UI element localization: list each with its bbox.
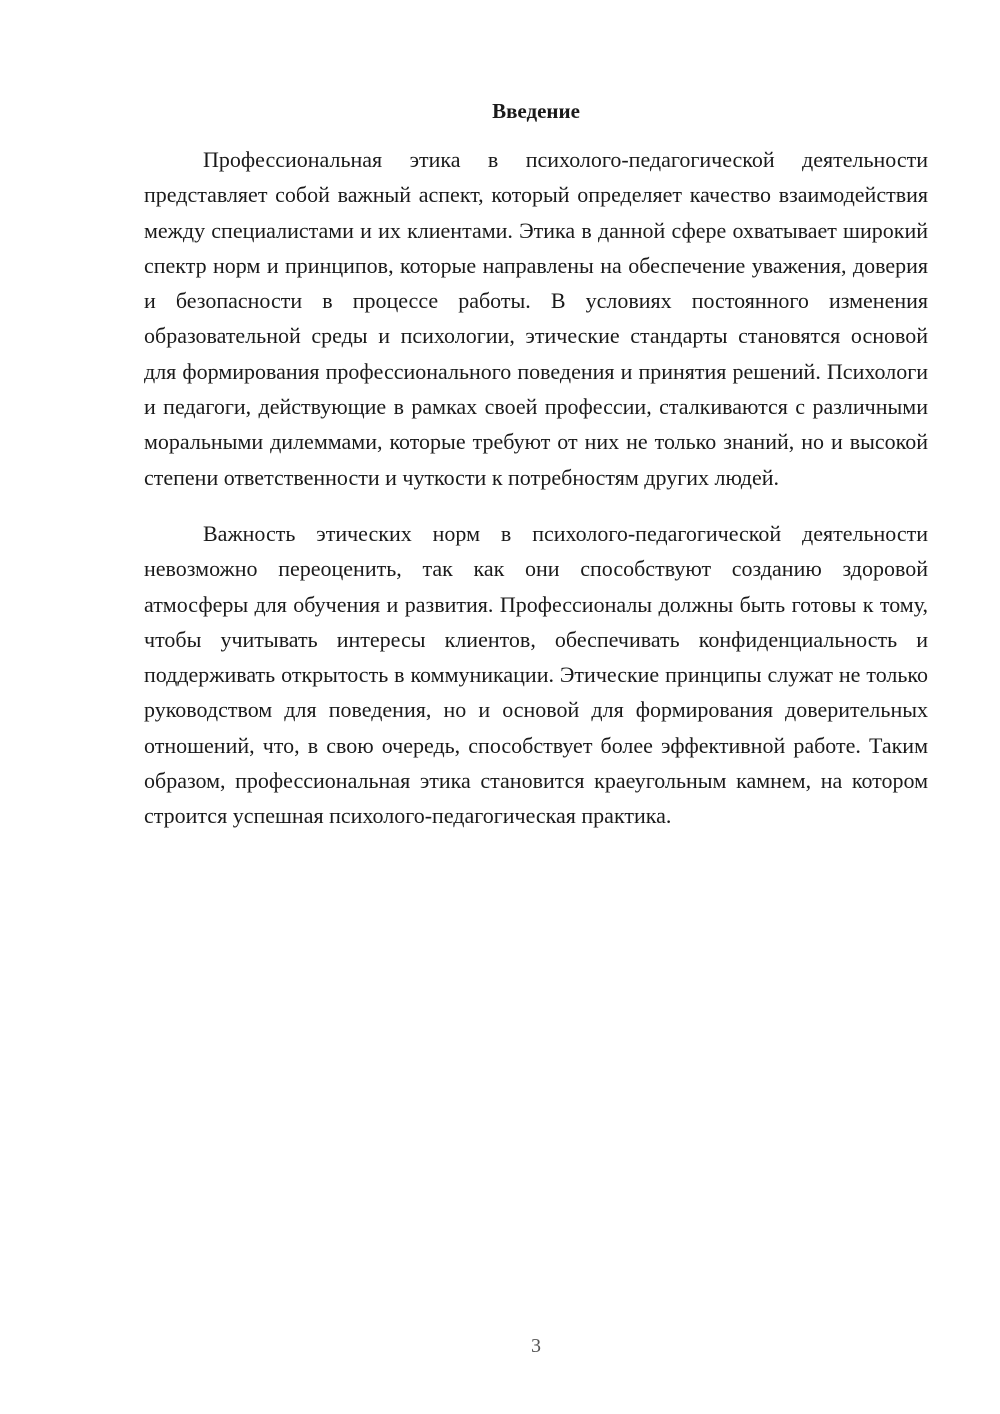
page-number: 3 — [531, 1335, 541, 1357]
paragraph-2: Важность этических норм в психолого-педагогической деятельности невозможно переоценить, так как они способствуют созданию здоровой атмосферы для обучения и развития. Профессионалы должны быть готовы к тому, чтобы учитывать интересы клиентов, обеспечивать конфиденциальность и поддерживать открытость в коммуникации. Этические принципы служат не только руководством для поведения, но и основой для формирования доверительных отношений, что, в свою очередь, способствует более эффективной работе. Таким образом, профессиональная этика становится краеугольным камнем, на котором строится успешная психолого-педагогическая практика. — [144, 520, 928, 829]
body-text — [144, 142, 928, 834]
paragraph-1: Профессиональная этика в психолого-педагогической деятельности представляет собой важный аспект, который определяет качество взаимодействия между специалистами и их клиентами. Этика в данной сфере охватывает широкий спектр норм и принципов, которые направлены на обеспечение уважения, доверия и безопасности в процессе работы. В условиях постоянного изменения образовательной среды и психологии, этические стандарты становятся основой для формирования профессионального поведения и принятия решений. Психологи и педагоги, действующие в рамках своей профессии, сталкиваются с различными моральными дилеммами, которые требуют от них не только знаний, но и высокой степени ответственности и чуткости к потребностям других людей. — [144, 147, 928, 490]
section-heading: Введение — [492, 99, 580, 123]
